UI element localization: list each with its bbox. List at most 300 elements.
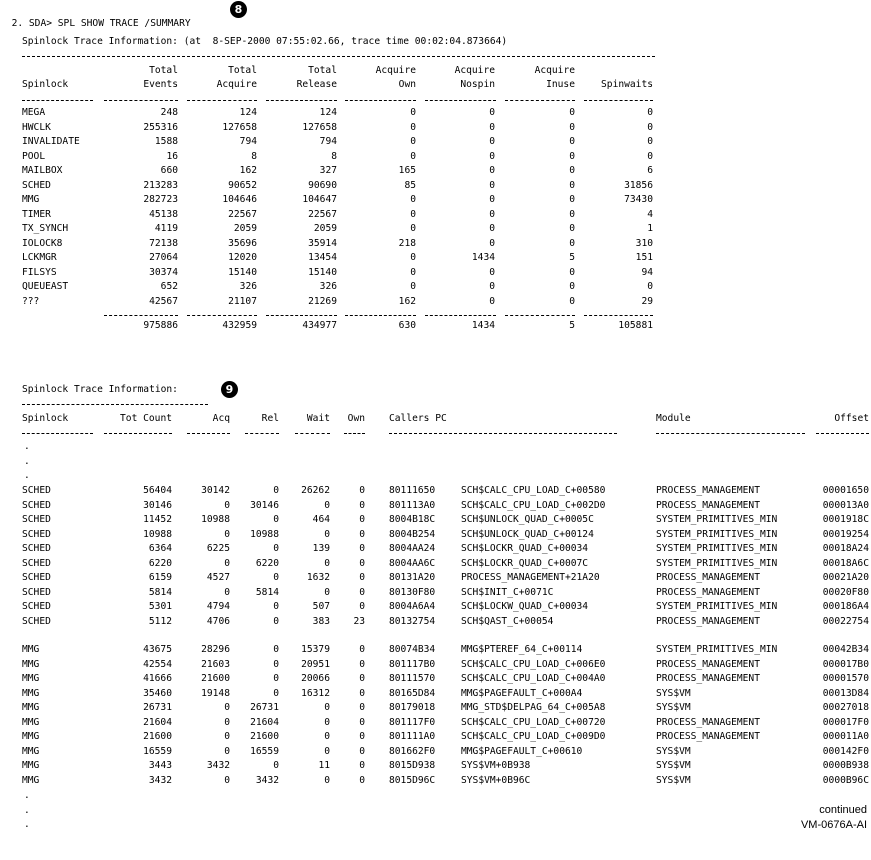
detail-row-spinlock: SCHED [22, 586, 51, 598]
summary-row-value: 31856 [624, 179, 653, 191]
summary-row-value: 16 [166, 150, 178, 162]
summary-row-value: 0 [569, 107, 575, 118]
summary-row-value: 0 [569, 208, 575, 220]
detail-row-callers-symbol: PROCESS_MANAGEMENT+21A20 [461, 572, 600, 583]
detail-row-own: 0 [359, 673, 365, 684]
summary-row-value: 165 [398, 165, 416, 176]
summary-row-spinlock: MMG [22, 194, 40, 205]
detail-row-wait: 0 [324, 716, 330, 728]
summary-row-value: 310 [635, 237, 653, 249]
detail-row-module: SYSTEM_PRIMITIVES_MIN [656, 543, 778, 554]
summary-row-value: 0 [569, 136, 575, 147]
detail-row-module: PROCESS_MANAGEMENT [656, 572, 760, 583]
summary-totals-rule [505, 315, 575, 316]
detail-row-callers-pc: 801111A0 [389, 731, 436, 742]
summary-row-spinlock: TX_SYNCH [22, 223, 69, 234]
summary-row-value: 13454 [308, 252, 337, 263]
summary-row-value: 21269 [308, 295, 337, 307]
summary-col-header-top: Acquire [454, 65, 495, 76]
detail-row-offset: 0000B96C [822, 774, 869, 786]
summary-row-value: 4119 [154, 223, 178, 234]
detail-row-module: PROCESS_MANAGEMENT [656, 586, 760, 598]
summary-row-value: 6 [647, 165, 653, 176]
detail-row-own: 0 [359, 528, 365, 540]
ellipsis-dot: . [24, 805, 30, 816]
detail-row-rel: 10988 [250, 528, 279, 540]
detail-row-offset: 00021A20 [822, 572, 869, 583]
summary-header-rule [345, 100, 416, 101]
detail-row-wait: 139 [312, 543, 330, 554]
detail-row-callers-symbol: SCH$CALC_CPU_LOAD_C+004A0 [461, 673, 606, 684]
detail-row-offset: 00019254 [822, 528, 869, 540]
detail-row-offset: 000186A4 [822, 601, 869, 612]
detail-row-spinlock: SCHED [22, 499, 51, 511]
detail-row-offset: 000013A0 [822, 499, 869, 511]
summary-header-rule [505, 100, 575, 101]
summary-header-rule [104, 100, 178, 101]
summary-row-value: 15140 [228, 266, 257, 278]
detail-row-callers-symbol: SCH$INIT_C+0071C [461, 586, 554, 598]
detail-row-wait: 0 [324, 702, 330, 713]
summary-row-value: 21107 [228, 295, 257, 307]
detail-row-acq: 0 [224, 499, 230, 511]
summary-row-value: 0 [489, 223, 495, 234]
detail-row-callers-pc: 801662F0 [389, 745, 436, 757]
detail-row-spinlock: SCHED [22, 514, 51, 525]
detail-row-wait: 0 [324, 745, 330, 757]
summary-totals-rule [104, 315, 178, 316]
detail-row-tot-count: 16559 [143, 745, 172, 757]
detail-row-callers-symbol: MMG$PAGEFAULT_C+00610 [461, 745, 583, 757]
summary-row-value: 326 [239, 281, 257, 292]
detail-row-spinlock: SCHED [22, 601, 51, 612]
detail-row-own: 0 [359, 774, 365, 786]
summary-row-value: 127658 [302, 121, 337, 133]
summary-totals-rule [266, 315, 337, 316]
summary-col-header: Inuse [546, 79, 575, 90]
summary-row-value: 0 [569, 179, 575, 191]
detail-row-callers-symbol: SCH$CALC_CPU_LOAD_C+00720 [461, 716, 606, 728]
detail-row-wait: 26262 [301, 485, 330, 496]
summary-row-value: 15140 [308, 266, 337, 278]
summary-totals-rule [187, 315, 257, 316]
detail-row-acq: 0 [224, 716, 230, 728]
detail-row-acq: 0 [224, 731, 230, 742]
detail-col-header: Module [656, 413, 691, 424]
detail-row-rel: 16559 [250, 745, 279, 757]
summary-row-spinlock: HWCLK [22, 121, 51, 133]
summary-row-value: 0 [647, 121, 653, 133]
detail-row-spinlock: SCHED [22, 572, 51, 583]
summary-row-value: 0 [410, 223, 416, 234]
summary-row-value: 0 [489, 107, 495, 118]
summary-row-spinlock: FILSYS [22, 266, 57, 278]
detail-row-callers-pc: 80165D84 [389, 687, 436, 699]
detail-row-spinlock: SCHED [22, 615, 51, 627]
summary-row-value: 127658 [222, 121, 257, 133]
detail-row-rel: 0 [273, 572, 279, 583]
summary-total-value: 105881 [618, 320, 653, 331]
summary-row-spinlock: TIMER [22, 208, 51, 220]
detail-row-acq: 19148 [201, 687, 230, 699]
summary-row-spinlock: MAILBOX [22, 165, 63, 176]
detail-row-rel: 21600 [250, 731, 279, 742]
summary-row-value: 794 [239, 136, 257, 147]
detail-row-callers-symbol: SCH$LOCKW_QUAD_C+00034 [461, 601, 589, 612]
summary-row-spinlock: MEGA [22, 107, 46, 118]
summary-row-value: 124 [319, 107, 337, 118]
summary-row-value: 0 [489, 266, 495, 278]
detail-row-tot-count: 30146 [143, 499, 172, 511]
detail-row-wait: 0 [324, 528, 330, 540]
summary-row-spinlock: INVALIDATE [22, 136, 80, 147]
detail-row-module: SYSTEM_PRIMITIVES_MIN [656, 601, 778, 612]
detail-row-spinlock: MMG [22, 745, 40, 757]
detail-row-callers-symbol: SCH$CALC_CPU_LOAD_C+002D0 [461, 499, 606, 511]
detail-row-callers-symbol: SCH$UNLOCK_QUAD_C+0005C [461, 514, 594, 525]
detail-row-spinlock: MMG [22, 731, 40, 742]
callout-9: 9 [221, 381, 238, 398]
summary-row-value: 0 [410, 208, 416, 220]
summary-total-value: 630 [398, 320, 416, 331]
summary-row-value: 0 [489, 295, 495, 307]
summary-totals-rule [584, 315, 653, 316]
detail-row-acq: 3432 [206, 760, 230, 771]
detail-row-wait: 0 [324, 774, 330, 786]
summary-header-rule [22, 100, 93, 101]
summary-row-value: 0 [410, 121, 416, 133]
command-text: SPL SHOW TRACE /SUMMARY [57, 18, 191, 29]
detail-row-tot-count: 11452 [143, 514, 172, 525]
summary-row-value: 22567 [228, 208, 257, 220]
detail-row-own: 0 [359, 760, 365, 771]
detail-row-own: 0 [359, 543, 365, 554]
detail-row-tot-count: 5814 [148, 586, 172, 598]
detail-row-module: PROCESS_MANAGEMENT [656, 485, 760, 496]
detail-row-acq: 4527 [206, 572, 230, 583]
detail-col-header: Own [347, 413, 365, 424]
detail-row-module: PROCESS_MANAGEMENT [656, 499, 760, 511]
summary-row-value: 0 [489, 150, 495, 162]
detail-row-offset: 00027018 [822, 702, 869, 713]
detail-row-acq: 21603 [201, 658, 230, 670]
summary-row-value: 1 [647, 223, 653, 234]
summary-row-value: 248 [160, 107, 178, 118]
summary-row-value: 0 [569, 295, 575, 307]
detail-row-wait: 1632 [306, 572, 330, 583]
detail-row-callers-symbol: SCH$QAST_C+00054 [461, 615, 554, 627]
detail-row-own: 0 [359, 557, 365, 569]
detail-row-spinlock: MMG [22, 760, 40, 771]
summary-col-header-top: Total [228, 65, 257, 76]
detail-row-own: 23 [353, 615, 365, 627]
detail-row-spinlock: SCHED [22, 557, 51, 569]
detail-row-wait: 0 [324, 499, 330, 511]
detail-row-rel: 0 [273, 601, 279, 612]
detail-header-rule [187, 433, 230, 434]
summary-totals-rule [425, 315, 496, 316]
detail-row-acq: 21600 [201, 673, 230, 684]
detail-row-own: 0 [359, 658, 365, 670]
detail-row-wait: 11 [318, 760, 330, 771]
summary-row-value: 0 [410, 194, 416, 205]
detail-col-header: Acq [212, 413, 230, 424]
detail-row-wait: 0 [324, 557, 330, 569]
summary-row-value: 327 [319, 165, 337, 176]
detail-row-tot-count: 6364 [148, 543, 172, 554]
summary-col-header-top: Total [149, 65, 178, 76]
summary-row-value: 218 [398, 237, 416, 249]
detail-row-acq: 30142 [201, 485, 230, 496]
detail-row-callers-pc: 801117B0 [389, 658, 436, 670]
detail-row-wait: 20066 [301, 673, 330, 684]
detail-row-callers-pc: 8004AA24 [389, 543, 436, 554]
detail-row-offset: 000142F0 [822, 745, 869, 757]
detail-row-tot-count: 3432 [148, 774, 172, 786]
detail-header-rule [816, 433, 869, 434]
summary-row-value: 35696 [228, 237, 257, 249]
detail-row-callers-pc: 8004AA6C [389, 557, 436, 569]
detail-row-rel: 30146 [250, 499, 279, 511]
detail-row-callers-symbol: SCH$UNLOCK_QUAD_C+00124 [461, 528, 594, 540]
detail-row-tot-count: 41666 [143, 673, 172, 684]
summary-row-spinlock: SCHED [22, 179, 51, 191]
summary-row-spinlock: QUEUEAST [22, 281, 69, 292]
detail-header-rule [104, 433, 172, 434]
ellipsis-dot: . [24, 790, 30, 801]
detail-row-module: SYS$VM [656, 774, 691, 786]
detail-row-offset: 00001570 [822, 673, 869, 684]
detail-col-header: Spinlock [22, 413, 69, 424]
detail-row-callers-symbol: MMG_STD$DELPAG_64_C+005A8 [461, 702, 606, 713]
detail-row-rel: 5814 [255, 586, 279, 598]
detail-row-offset: 00001650 [822, 485, 869, 496]
detail-row-callers-symbol: MMG$PTEREF_64_C+00114 [461, 644, 583, 655]
detail-row-module: PROCESS_MANAGEMENT [656, 731, 760, 742]
summary-row-value: 0 [489, 165, 495, 176]
summary-row-value: 162 [398, 295, 416, 307]
detail-row-own: 0 [359, 687, 365, 699]
detail-row-callers-pc: 8004B18C [389, 514, 436, 525]
summary-col-header-top: Acquire [534, 65, 575, 76]
detail-row-acq: 0 [224, 745, 230, 757]
detail-row-callers-pc: 80130F80 [389, 586, 436, 598]
summary-row-value: 0 [569, 194, 575, 205]
summary-row-value: 162 [239, 165, 257, 176]
detail-row-own: 0 [359, 499, 365, 511]
summary-row-value: 85 [404, 179, 416, 191]
detail-row-tot-count: 21604 [143, 716, 172, 728]
detail-row-spinlock: MMG [22, 687, 40, 699]
summary-row-value: 0 [410, 150, 416, 162]
detail-row-rel: 0 [273, 615, 279, 627]
detail-row-rel: 0 [273, 760, 279, 771]
summary-row-value: 0 [647, 136, 653, 147]
summary-row-value: 0 [489, 194, 495, 205]
summary-row-value: 0 [647, 281, 653, 292]
detail-row-rel: 21604 [250, 716, 279, 728]
detail-row-own: 0 [359, 514, 365, 525]
ellipsis-dot: . [24, 456, 30, 467]
summary-col-header-top: Acquire [375, 65, 416, 76]
detail-row-tot-count: 6220 [148, 557, 172, 569]
summary-row-value: 0 [647, 150, 653, 162]
detail-row-tot-count: 35460 [143, 687, 172, 699]
detail-row-offset: 0001918C [822, 514, 869, 525]
detail-row-tot-count: 43675 [143, 644, 172, 655]
summary-heading-rule [22, 56, 655, 57]
detail-col-header: Rel [261, 413, 279, 424]
detail-row-spinlock: MMG [22, 716, 40, 728]
detail-row-tot-count: 42554 [143, 658, 172, 670]
summary-row-value: 0 [569, 121, 575, 133]
detail-row-offset: 00042B34 [822, 644, 869, 655]
summary-row-value: 0 [489, 136, 495, 147]
detail-row-callers-symbol: SCH$CALC_CPU_LOAD_C+006E0 [461, 658, 606, 670]
detail-row-tot-count: 21600 [143, 731, 172, 742]
detail-row-spinlock: MMG [22, 702, 40, 713]
detail-row-spinlock: MMG [22, 644, 40, 655]
summary-row-value: 45138 [149, 208, 178, 220]
summary-row-value: 282723 [143, 194, 178, 205]
summary-col-header: Events [143, 79, 178, 90]
summary-row-value: 1434 [471, 252, 495, 263]
summary-row-spinlock: POOL [22, 150, 46, 162]
summary-col-header: Release [296, 79, 337, 90]
summary-total-value: 5 [569, 320, 575, 331]
detail-row-callers-pc: 80111570 [389, 673, 436, 684]
detail-row-own: 0 [359, 716, 365, 728]
detail-row-rel: 0 [273, 673, 279, 684]
detail-row-wait: 0 [324, 586, 330, 598]
summary-row-value: 72138 [149, 237, 178, 249]
detail-row-offset: 00022754 [822, 615, 869, 627]
summary-heading: Spinlock Trace Information: (at 8-SEP-2000 07:55:02.66, trace time 00:02:04.873664) [22, 36, 508, 47]
summary-total-value: 975886 [143, 320, 178, 331]
detail-row-offset: 00013D84 [822, 687, 869, 699]
summary-row-value: 27064 [149, 252, 178, 263]
detail-row-rel: 0 [273, 644, 279, 655]
detail-row-offset: 00018A24 [822, 543, 869, 554]
detail-row-own: 0 [359, 731, 365, 742]
summary-row-value: 35914 [308, 237, 337, 249]
summary-row-value: 255316 [143, 121, 178, 133]
summary-row-value: 2059 [313, 223, 337, 234]
detail-row-tot-count: 5112 [148, 615, 172, 627]
detail-row-spinlock: MMG [22, 774, 40, 786]
summary-row-value: 0 [410, 266, 416, 278]
summary-row-value: 42567 [149, 295, 178, 307]
summary-row-value: 29 [641, 295, 653, 307]
summary-row-spinlock: IOLOCK8 [22, 237, 63, 249]
summary-total-value: 434977 [302, 320, 337, 331]
detail-col-header: Callers PC [389, 413, 447, 424]
detail-row-wait: 20951 [301, 658, 330, 670]
detail-row-wait: 464 [312, 514, 330, 525]
detail-row-spinlock: SCHED [22, 485, 51, 496]
detail-row-own: 0 [359, 572, 365, 583]
detail-row-rel: 0 [273, 543, 279, 554]
summary-col-header: Spinlock [22, 79, 69, 90]
detail-heading-rule [22, 404, 208, 405]
summary-col-header: Nospin [460, 79, 495, 90]
detail-row-module: PROCESS_MANAGEMENT [656, 658, 760, 670]
summary-row-value: 8 [251, 150, 257, 162]
summary-row-value: 12020 [228, 252, 257, 263]
detail-row-acq: 0 [224, 774, 230, 786]
detail-row-callers-pc: 80111650 [389, 485, 436, 496]
summary-row-value: 0 [410, 281, 416, 292]
detail-row-callers-pc: 80179018 [389, 702, 436, 713]
detail-row-rel: 0 [273, 687, 279, 699]
detail-row-acq: 4794 [206, 601, 230, 612]
detail-row-wait: 383 [312, 615, 330, 627]
detail-row-callers-pc: 8015D938 [389, 760, 436, 771]
detail-row-callers-symbol: SCH$CALC_CPU_LOAD_C+00580 [461, 485, 606, 496]
detail-row-callers-symbol: SCH$CALC_CPU_LOAD_C+009D0 [461, 731, 606, 742]
summary-row-value: 794 [319, 136, 337, 147]
detail-row-wait: 15379 [301, 644, 330, 655]
detail-row-callers-pc: 8004B254 [389, 528, 436, 540]
summary-header-rule [584, 100, 653, 101]
summary-row-value: 90652 [228, 179, 257, 191]
command-line [0, 3, 191, 29]
summary-col-header: Spinwaits [601, 79, 653, 90]
summary-row-value: 0 [569, 165, 575, 176]
detail-row-callers-symbol: SYS$VM+0B938 [461, 760, 531, 771]
summary-row-value: 0 [410, 252, 416, 263]
detail-col-header: Wait [306, 413, 330, 424]
figure-id: VM-0676A-AI [800, 819, 867, 831]
detail-row-acq: 10988 [201, 514, 230, 525]
detail-header-rule [245, 433, 279, 434]
detail-row-module: SYS$VM [656, 687, 691, 699]
summary-header-rule [187, 100, 257, 101]
detail-row-own: 0 [359, 485, 365, 496]
detail-row-acq: 0 [224, 528, 230, 540]
detail-row-module: PROCESS_MANAGEMENT [656, 716, 760, 728]
detail-row-tot-count: 5301 [148, 601, 172, 612]
summary-col-header: Own [398, 79, 416, 90]
summary-totals-rule [345, 315, 416, 316]
detail-header-rule [344, 433, 365, 434]
summary-header-rule [425, 100, 496, 101]
summary-row-value: 0 [569, 150, 575, 162]
detail-col-header: Offset [834, 413, 869, 424]
detail-row-module: SYS$VM [656, 702, 691, 713]
detail-row-rel: 0 [273, 514, 279, 525]
detail-row-acq: 0 [224, 702, 230, 713]
ellipsis-dot: . [24, 470, 30, 481]
summary-row-value: 22567 [308, 208, 337, 220]
detail-row-module: SYSTEM_PRIMITIVES_MIN [656, 528, 778, 540]
detail-row-tot-count: 26731 [143, 702, 172, 713]
detail-row-module: PROCESS_MANAGEMENT [656, 673, 760, 684]
summary-row-value: 30374 [149, 266, 178, 278]
summary-row-value: 5 [569, 252, 575, 263]
command-prefix: 2. SDA> [11, 18, 58, 29]
detail-row-module: SYSTEM_PRIMITIVES_MIN [656, 644, 778, 655]
detail-row-callers-pc: 8015D96C [389, 774, 436, 786]
detail-row-acq: 0 [224, 557, 230, 569]
summary-total-value: 432959 [222, 320, 257, 331]
ellipsis-dot: . [24, 441, 30, 452]
detail-row-offset: 000011A0 [822, 731, 869, 742]
summary-col-header: Acquire [216, 79, 257, 90]
detail-row-own: 0 [359, 745, 365, 757]
detail-row-callers-pc: 80074B34 [389, 644, 436, 655]
callout-8: 8 [230, 1, 247, 18]
